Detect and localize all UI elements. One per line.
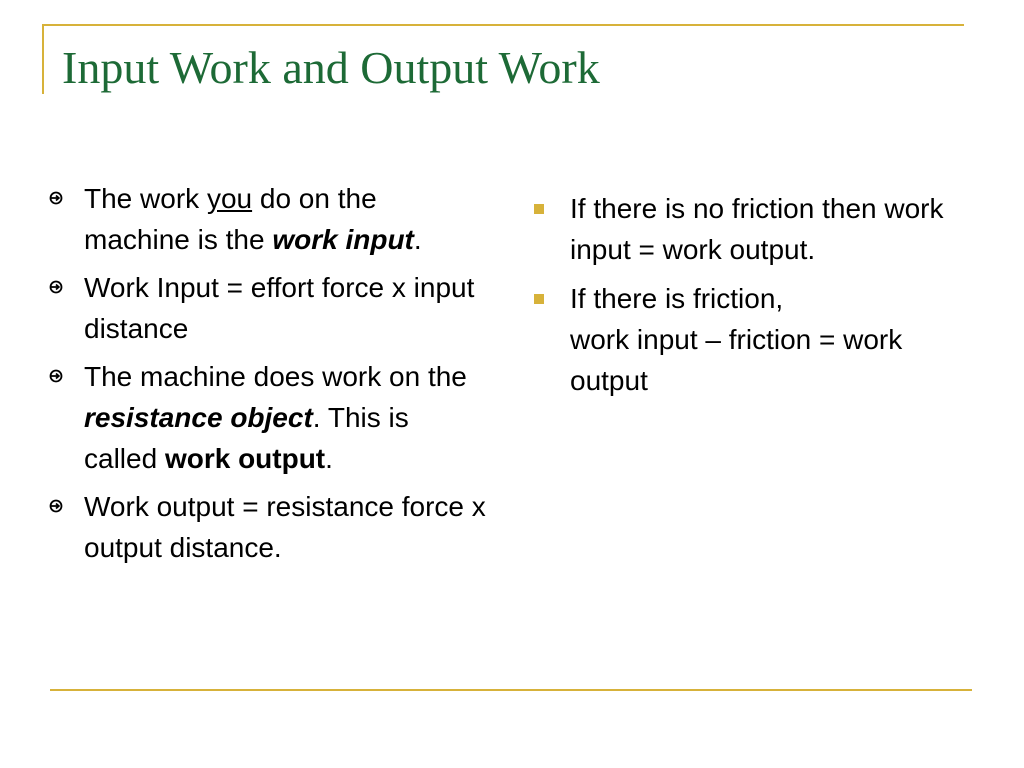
list-item (48, 356, 488, 479)
list-item (48, 178, 488, 260)
slide-title: Input Work and Output Work (62, 42, 600, 93)
left-bullet-list (48, 178, 488, 568)
bullet-text-emphasis: work input (272, 224, 414, 255)
arrow-bullet-icon (48, 498, 64, 514)
bullet-text-underlined: you (206, 183, 253, 214)
bottom-divider (50, 689, 972, 691)
list-item (48, 486, 488, 568)
bullet-text-part: . (325, 443, 333, 474)
right-column (530, 188, 980, 409)
list-item (530, 278, 980, 401)
frame-top-line (42, 24, 964, 26)
bullet-text: Work output = resistance force x output distance. (84, 491, 486, 563)
bullet-text-line: If there is friction, (570, 283, 784, 314)
square-bullet-icon (534, 294, 544, 304)
bullet-text-part: . This is called (84, 402, 409, 474)
bullet-text-part: . (413, 224, 422, 255)
bullet-text-emphasis: resistance object (84, 402, 313, 433)
frame-left-line (42, 24, 44, 94)
arrow-bullet-icon (48, 368, 64, 384)
arrow-bullet-icon (48, 190, 64, 206)
left-column (48, 178, 488, 575)
square-bullet-icon (534, 204, 544, 214)
bullet-text-part: do on the machine is the (84, 183, 377, 255)
right-bullet-list (530, 188, 980, 401)
bullet-text-line: work input – friction = work output (570, 324, 903, 396)
list-item (48, 267, 488, 349)
list-item (530, 188, 980, 270)
bullet-text: If there is no friction then work input = work output. (570, 193, 944, 265)
arrow-bullet-icon (48, 279, 64, 295)
bullet-text-part: The work (84, 183, 207, 214)
bullet-text-part: The machine does work on the (84, 361, 467, 392)
bullet-text-bold: work output (164, 443, 326, 474)
bullet-text: Work Input = effort force x input distance (84, 272, 475, 344)
